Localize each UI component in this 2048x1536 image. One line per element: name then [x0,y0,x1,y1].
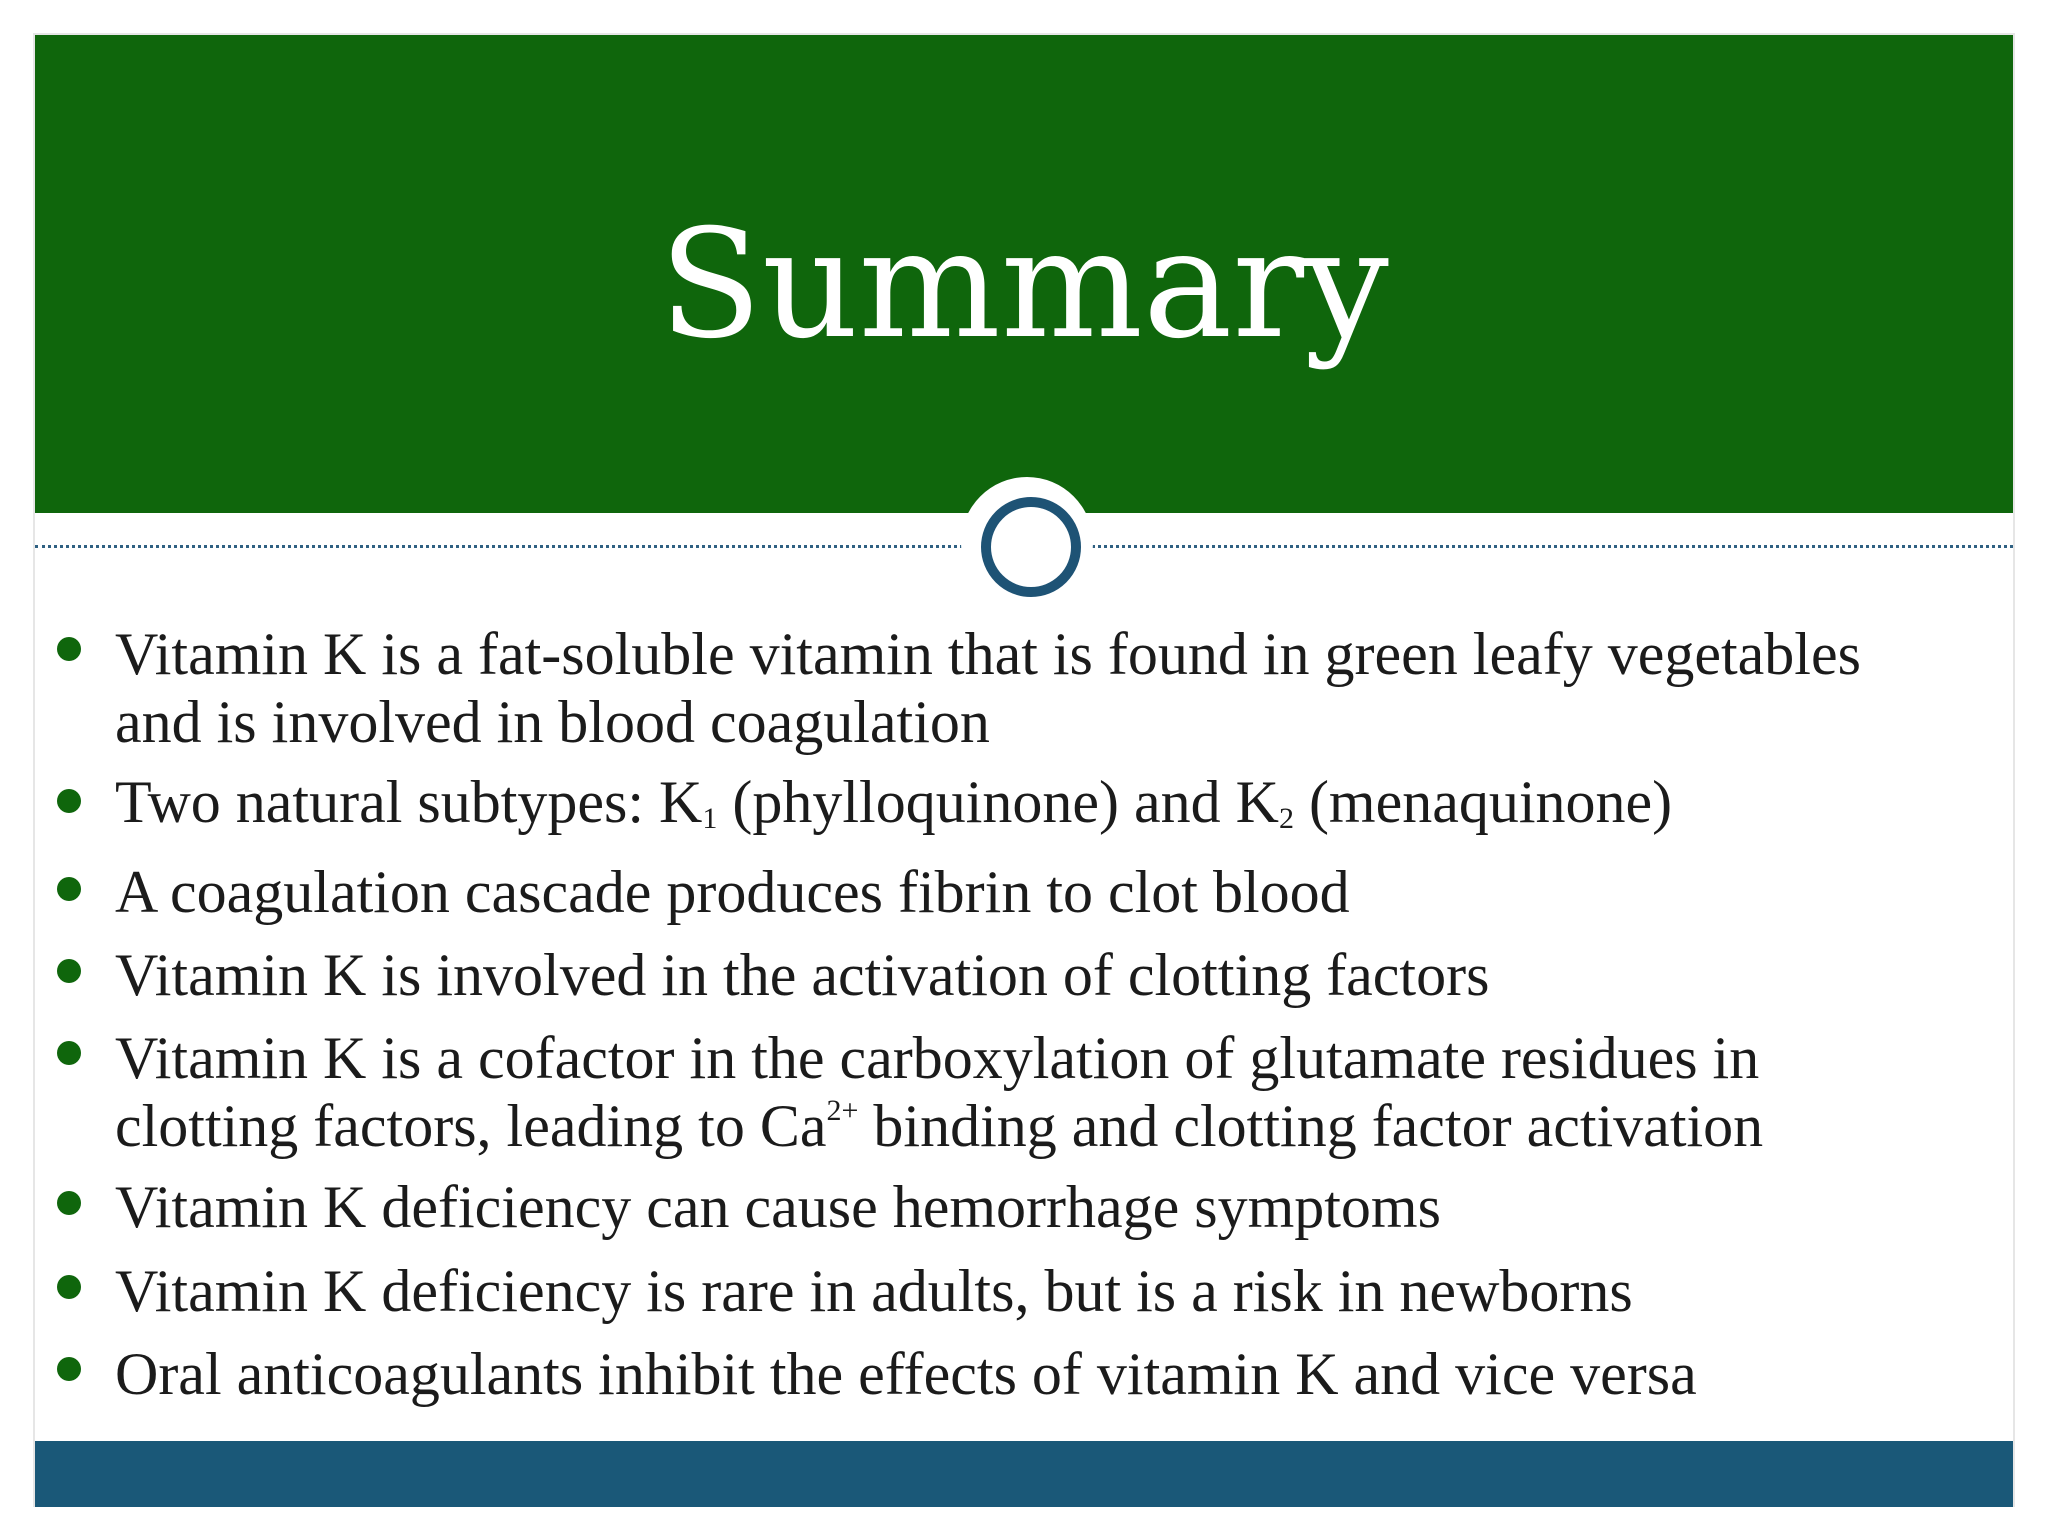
bullet-item-7: Vitamin K deficiency is rare in adults, but is a risk in newborns [115,1258,1633,1324]
bullet-item-2 [115,768,1975,836]
calcium-superscript: 2+ [826,1094,859,1127]
bullet-dot-icon [57,1191,81,1215]
bullet-dot-icon [57,959,81,983]
bullet-dot-icon [57,877,81,901]
k1-subscript: 1 [702,802,718,835]
bullet-2-text-c: (menaquinone) [1293,769,1673,835]
bullet-dot-icon [57,789,81,813]
slide-title: Summary [659,198,1389,372]
bullet-1-line-2: and is involved in blood coagulation [115,689,990,755]
bullet-dot-icon [57,1357,81,1381]
bullet-2-text-a: Two natural subtypes: K [115,769,703,835]
bullet-item-1 [115,620,1975,756]
bullet-dot-icon [57,637,81,661]
bullet-5-line-1: Vitamin K is a cofactor in the carboxylation of glutamate residues in [115,1025,1760,1091]
bullet-item-6: Vitamin K deficiency can cause hemorrhage symptoms [115,1174,1441,1240]
bullet-dot-icon [57,1275,81,1299]
bullet-item-4: Vitamin K is involved in the activation of clotting factors [115,942,1490,1008]
bullet-item-3: A coagulation cascade produces fibrin to clot blood [115,859,1350,925]
slide [33,33,2015,1507]
bullet-2-text-b: (phylloquinone) and K [717,769,1279,835]
bullet-dot-icon [57,1041,81,1065]
bullet-item-5 [115,1024,1975,1160]
footer-band [35,1441,2013,1507]
bullet-item-8: Oral anticoagulants inhibit the effects of vitamin K and vice versa [115,1341,1697,1407]
bullet-list [35,35,2013,1505]
bullet-5-line-2: clotting factors, leading to $Ca^{2+}$ binding and clotting factor activation [115,1093,1764,1159]
bullet-1-line-1: Vitamin K is a fat-soluble vitamin that is found in green leafy vegetables [115,621,1861,687]
k2-subscript: 2 [1278,802,1294,835]
